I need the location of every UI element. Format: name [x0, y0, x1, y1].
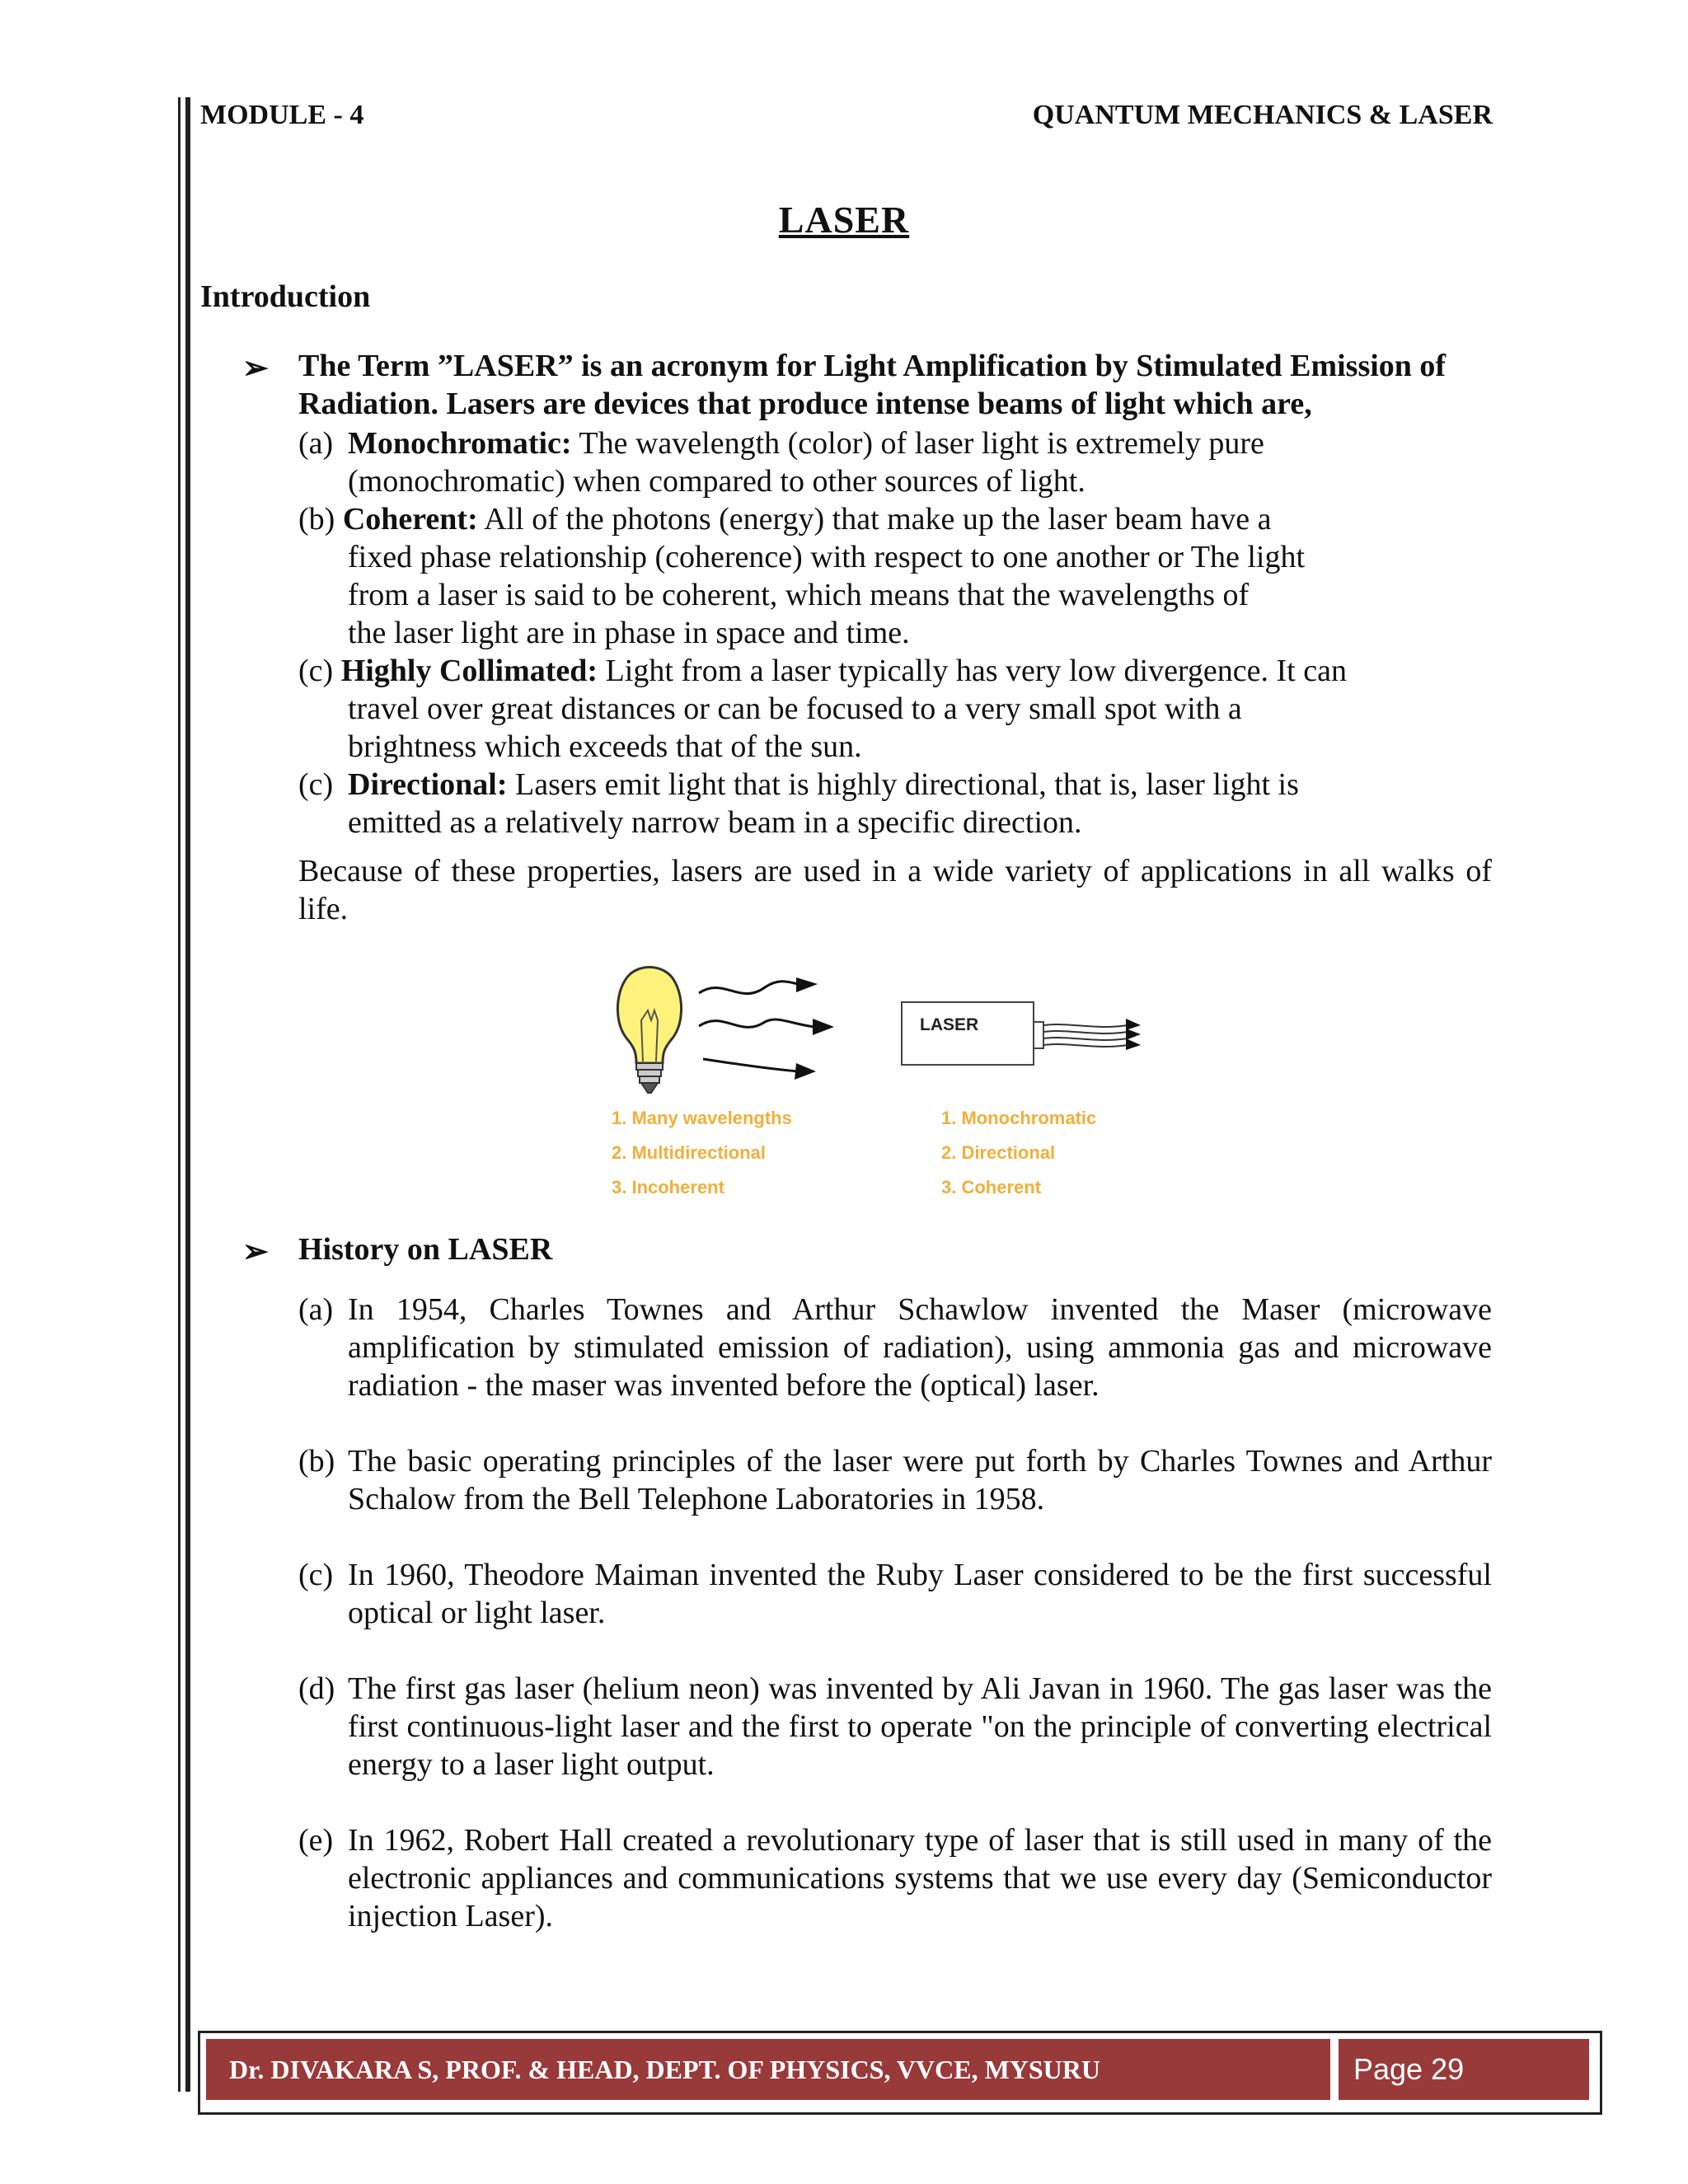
property-text: emitted as a relatively narrow beam in a specific direction. [348, 805, 1082, 840]
property-b [298, 501, 1271, 537]
laser-beam-icon [1043, 1024, 1128, 1047]
property-d [348, 766, 1299, 803]
section-heading-history: History on LASER [298, 1232, 553, 1267]
property-text: The wavelength (color) of laser light is extremely pure [579, 426, 1264, 461]
property-text: travel over great distances or can be focused to a very small spot with a [348, 691, 1242, 726]
property-text: from a laser is said to be coherent, which means that the wavelengths of [348, 578, 1250, 612]
bulb-properties-list [612, 1101, 792, 1205]
beam-arrowheads [1126, 1019, 1141, 1050]
property-a [348, 425, 1264, 462]
list-item: 2. Multidirectional [612, 1142, 767, 1163]
page-title: LASER [778, 199, 910, 241]
property-text: fixed phase relationship (coherence) with respect to one another or The light [348, 540, 1306, 574]
subject-header: QUANTUM MECHANICS & LASER [1032, 100, 1493, 130]
laser-properties-list [941, 1101, 1096, 1205]
property-text: Lasers emit light that is highly directional, that is, laser light is [514, 767, 1299, 802]
laser-box-label: LASER [920, 1015, 979, 1034]
property-text: All of the photons (energy) that make up the laser beam have a [484, 502, 1272, 537]
history-item-label: (e) [298, 1823, 334, 1858]
laser-device [902, 1002, 1043, 1065]
property-label: (a) [298, 426, 334, 461]
history-item [298, 1291, 1492, 1404]
history-item-label: (b) [298, 1444, 335, 1479]
list-item: 3. Incoherent [612, 1177, 724, 1197]
wavy-rays-icon [699, 982, 814, 1071]
property-text: brightness which exceeds that of the sun. [348, 729, 862, 764]
bullet-arrow-icon: ➢ [242, 1235, 269, 1269]
margin-rule-thick [185, 97, 190, 2092]
footer-author: Dr. DIVAKARA S, PROF. & HEAD, DEPT. OF PHYSICS, VVCE, MYSURU [206, 2039, 1330, 2100]
history-item-text: In 1962, Robert Hall created a revolutionary type of laser that is still used in many of the electronic appliances and communications systems that we use every day (Semiconductor injection Laser). [348, 1823, 1492, 1933]
list-item: 2. Directional [941, 1142, 1056, 1163]
history-item-label: (a) [298, 1292, 334, 1327]
arrowheads [795, 977, 834, 1080]
property-c [298, 653, 1347, 689]
figure-graphic [600, 956, 1193, 1121]
laser-definition: The Term ”LASER” is an acronym for Light Amplification by Stimulated Emission of Radiation. Lasers are devices that produce intense beams of light which are, [298, 349, 1447, 421]
history-item-text: The basic operating principles of the laser were put forth by Charles Townes and Arthur Schalow from the Bell Telephone Laboratories in 1958. [348, 1444, 1492, 1516]
list-item: 1. Many wavelengths [612, 1108, 792, 1128]
history-item-label: (d) [298, 1671, 335, 1706]
history-item [298, 1556, 1492, 1632]
history-item-label: (c) [298, 1558, 334, 1592]
history-item-text: The first gas laser (helium neon) was invented by Ali Javan in 1960. The gas laser was the first continuous-light laser and the first to operate "on the principle of converting electrical energy to a laser light output. [348, 1671, 1492, 1782]
property-term: Monochromatic: [348, 426, 572, 461]
history-item [298, 1670, 1492, 1783]
light-bulb-icon [617, 968, 681, 1094]
history-item [298, 1442, 1492, 1518]
property-label: (b) [298, 502, 335, 537]
history-item [298, 1821, 1492, 1935]
bulb-vs-laser-figure [600, 956, 1193, 1212]
history-item-text: In 1960, Theodore Maiman invented the Ruby Laser considered to be the first successful optical or light laser. [348, 1558, 1492, 1630]
intro-conclusion: Because of these properties, lasers are used in a wide variety of applications in all walks of life. [298, 854, 1492, 926]
property-label: (c) [298, 654, 334, 688]
bullet-arrow-icon: ➢ [242, 351, 269, 386]
margin-rule [178, 97, 181, 2092]
property-text: (monochromatic) when compared to other sources of light. [348, 464, 1085, 499]
property-label: (c) [298, 767, 334, 802]
list-item: 1. Monochromatic [941, 1108, 1097, 1128]
property-term: Coherent: [342, 502, 478, 537]
property-text: Light from a laser typically has very low divergence. It can [605, 654, 1347, 688]
module-header: MODULE - 4 [200, 100, 364, 130]
property-term: Directional: [348, 767, 508, 802]
page-number: Page 29 [1339, 2039, 1589, 2100]
section-heading-introduction: Introduction [200, 279, 371, 314]
list-item: 3. Coherent [941, 1177, 1042, 1197]
history-item-text: In 1954, Charles Townes and Arthur Schawlow invented the Maser (microwave amplification by stimulated emission of radiation), using ammonia gas and microwave radiation - the maser was invented before the (optical) laser. [348, 1292, 1492, 1403]
property-text: the laser light are in phase in space and time. [348, 616, 910, 650]
property-term: Highly Collimated: [340, 654, 598, 688]
